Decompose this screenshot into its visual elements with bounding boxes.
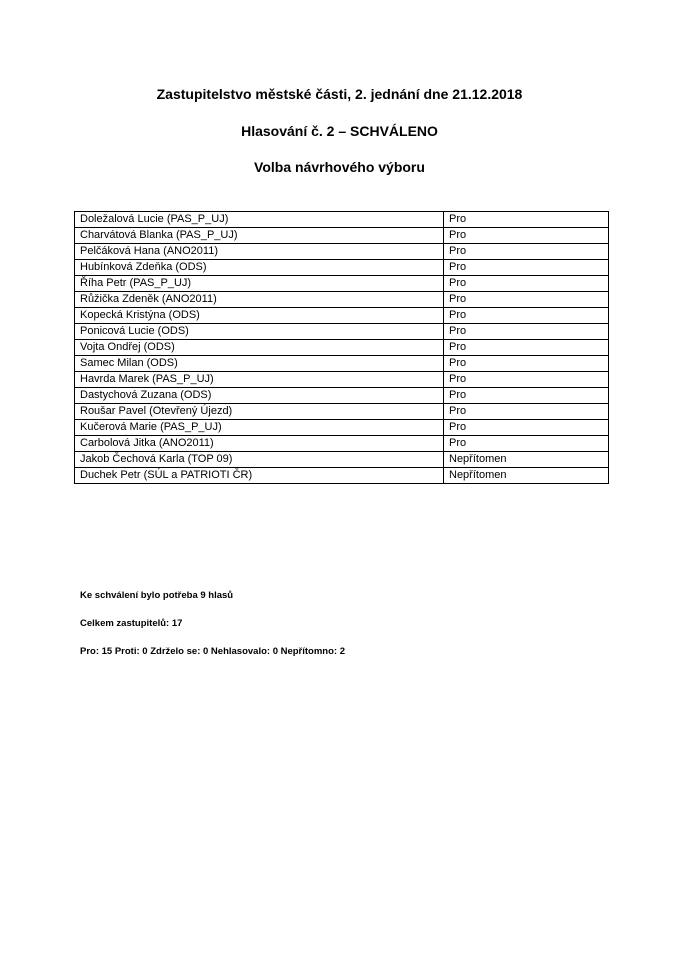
table-row <box>75 260 609 276</box>
member-name: Ponicová Lucie (ODS) <box>75 324 444 340</box>
member-name: Samec Milan (ODS) <box>75 356 444 372</box>
member-name: Carbolová Jitka (ANO2011) <box>75 436 444 452</box>
member-name: Charvátová Blanka (PAS_P_UJ) <box>75 228 444 244</box>
table-row <box>75 356 609 372</box>
member-vote: Nepřítomen <box>444 452 609 468</box>
member-name: Kučerová Marie (PAS_P_UJ) <box>75 420 444 436</box>
table-row <box>75 212 609 228</box>
member-vote: Pro <box>444 436 609 452</box>
member-name: Pelčáková Hana (ANO2011) <box>75 244 444 260</box>
member-name: Duchek Petr (SÚL a PATRIOTI ČR) <box>75 468 444 484</box>
vote-counts: Pro: 15 Proti: 0 Zdrželo se: 0 Nehlasovalo: 0 Nepřítomno: 2 <box>80 646 346 657</box>
member-name: Říha Petr (PAS_P_UJ) <box>75 276 444 292</box>
vote-subject: Volba návrhového výboru <box>254 159 425 175</box>
total-members: Celkem zastupitelů: 17 <box>80 618 183 629</box>
member-vote: Pro <box>444 420 609 436</box>
table-row <box>75 340 609 356</box>
member-vote: Pro <box>444 276 609 292</box>
member-name: Hubínková Zdeňka (ODS) <box>75 260 444 276</box>
member-name: Havrda Marek (PAS_P_UJ) <box>75 372 444 388</box>
table-row <box>75 436 609 452</box>
member-name: Růžička Zdeněk (ANO2011) <box>75 292 444 308</box>
table-row <box>75 276 609 292</box>
member-name: Vojta Ondřej (ODS) <box>75 340 444 356</box>
table-row <box>75 468 609 484</box>
table-row <box>75 420 609 436</box>
member-vote: Pro <box>444 228 609 244</box>
document-title: Zastupitelstvo městské části, 2. jednání dne 21.12.2018 <box>156 86 523 102</box>
member-vote: Nepřítomen <box>444 468 609 484</box>
vote-heading: Hlasování č. 2 – SCHVÁLENO <box>241 123 438 139</box>
member-name: Dastychová Zuzana (ODS) <box>75 388 444 404</box>
table-row <box>75 244 609 260</box>
member-vote: Pro <box>444 260 609 276</box>
table-row <box>75 404 609 420</box>
member-vote: Pro <box>444 340 609 356</box>
member-name: Jakob Čechová Karla (TOP 09) <box>75 452 444 468</box>
member-vote: Pro <box>444 404 609 420</box>
table-row <box>75 324 609 340</box>
member-vote: Pro <box>444 308 609 324</box>
member-vote: Pro <box>444 388 609 404</box>
votes-needed: Ke schválení bylo potřeba 9 hlasů <box>80 590 234 601</box>
member-name: Doležalová Lucie (PAS_P_UJ) <box>75 212 444 228</box>
member-name: Kopecká Kristýna (ODS) <box>75 308 444 324</box>
votes-table <box>74 211 609 484</box>
member-vote: Pro <box>444 324 609 340</box>
table-row <box>75 308 609 324</box>
table-row <box>75 292 609 308</box>
member-vote: Pro <box>444 292 609 308</box>
member-name: Roušar Pavel (Otevřený Újezd) <box>75 404 444 420</box>
member-vote: Pro <box>444 356 609 372</box>
member-vote: Pro <box>444 212 609 228</box>
member-vote: Pro <box>444 372 609 388</box>
table-row <box>75 372 609 388</box>
member-vote: Pro <box>444 244 609 260</box>
table-row <box>75 452 609 468</box>
table-row <box>75 388 609 404</box>
table-row <box>75 228 609 244</box>
